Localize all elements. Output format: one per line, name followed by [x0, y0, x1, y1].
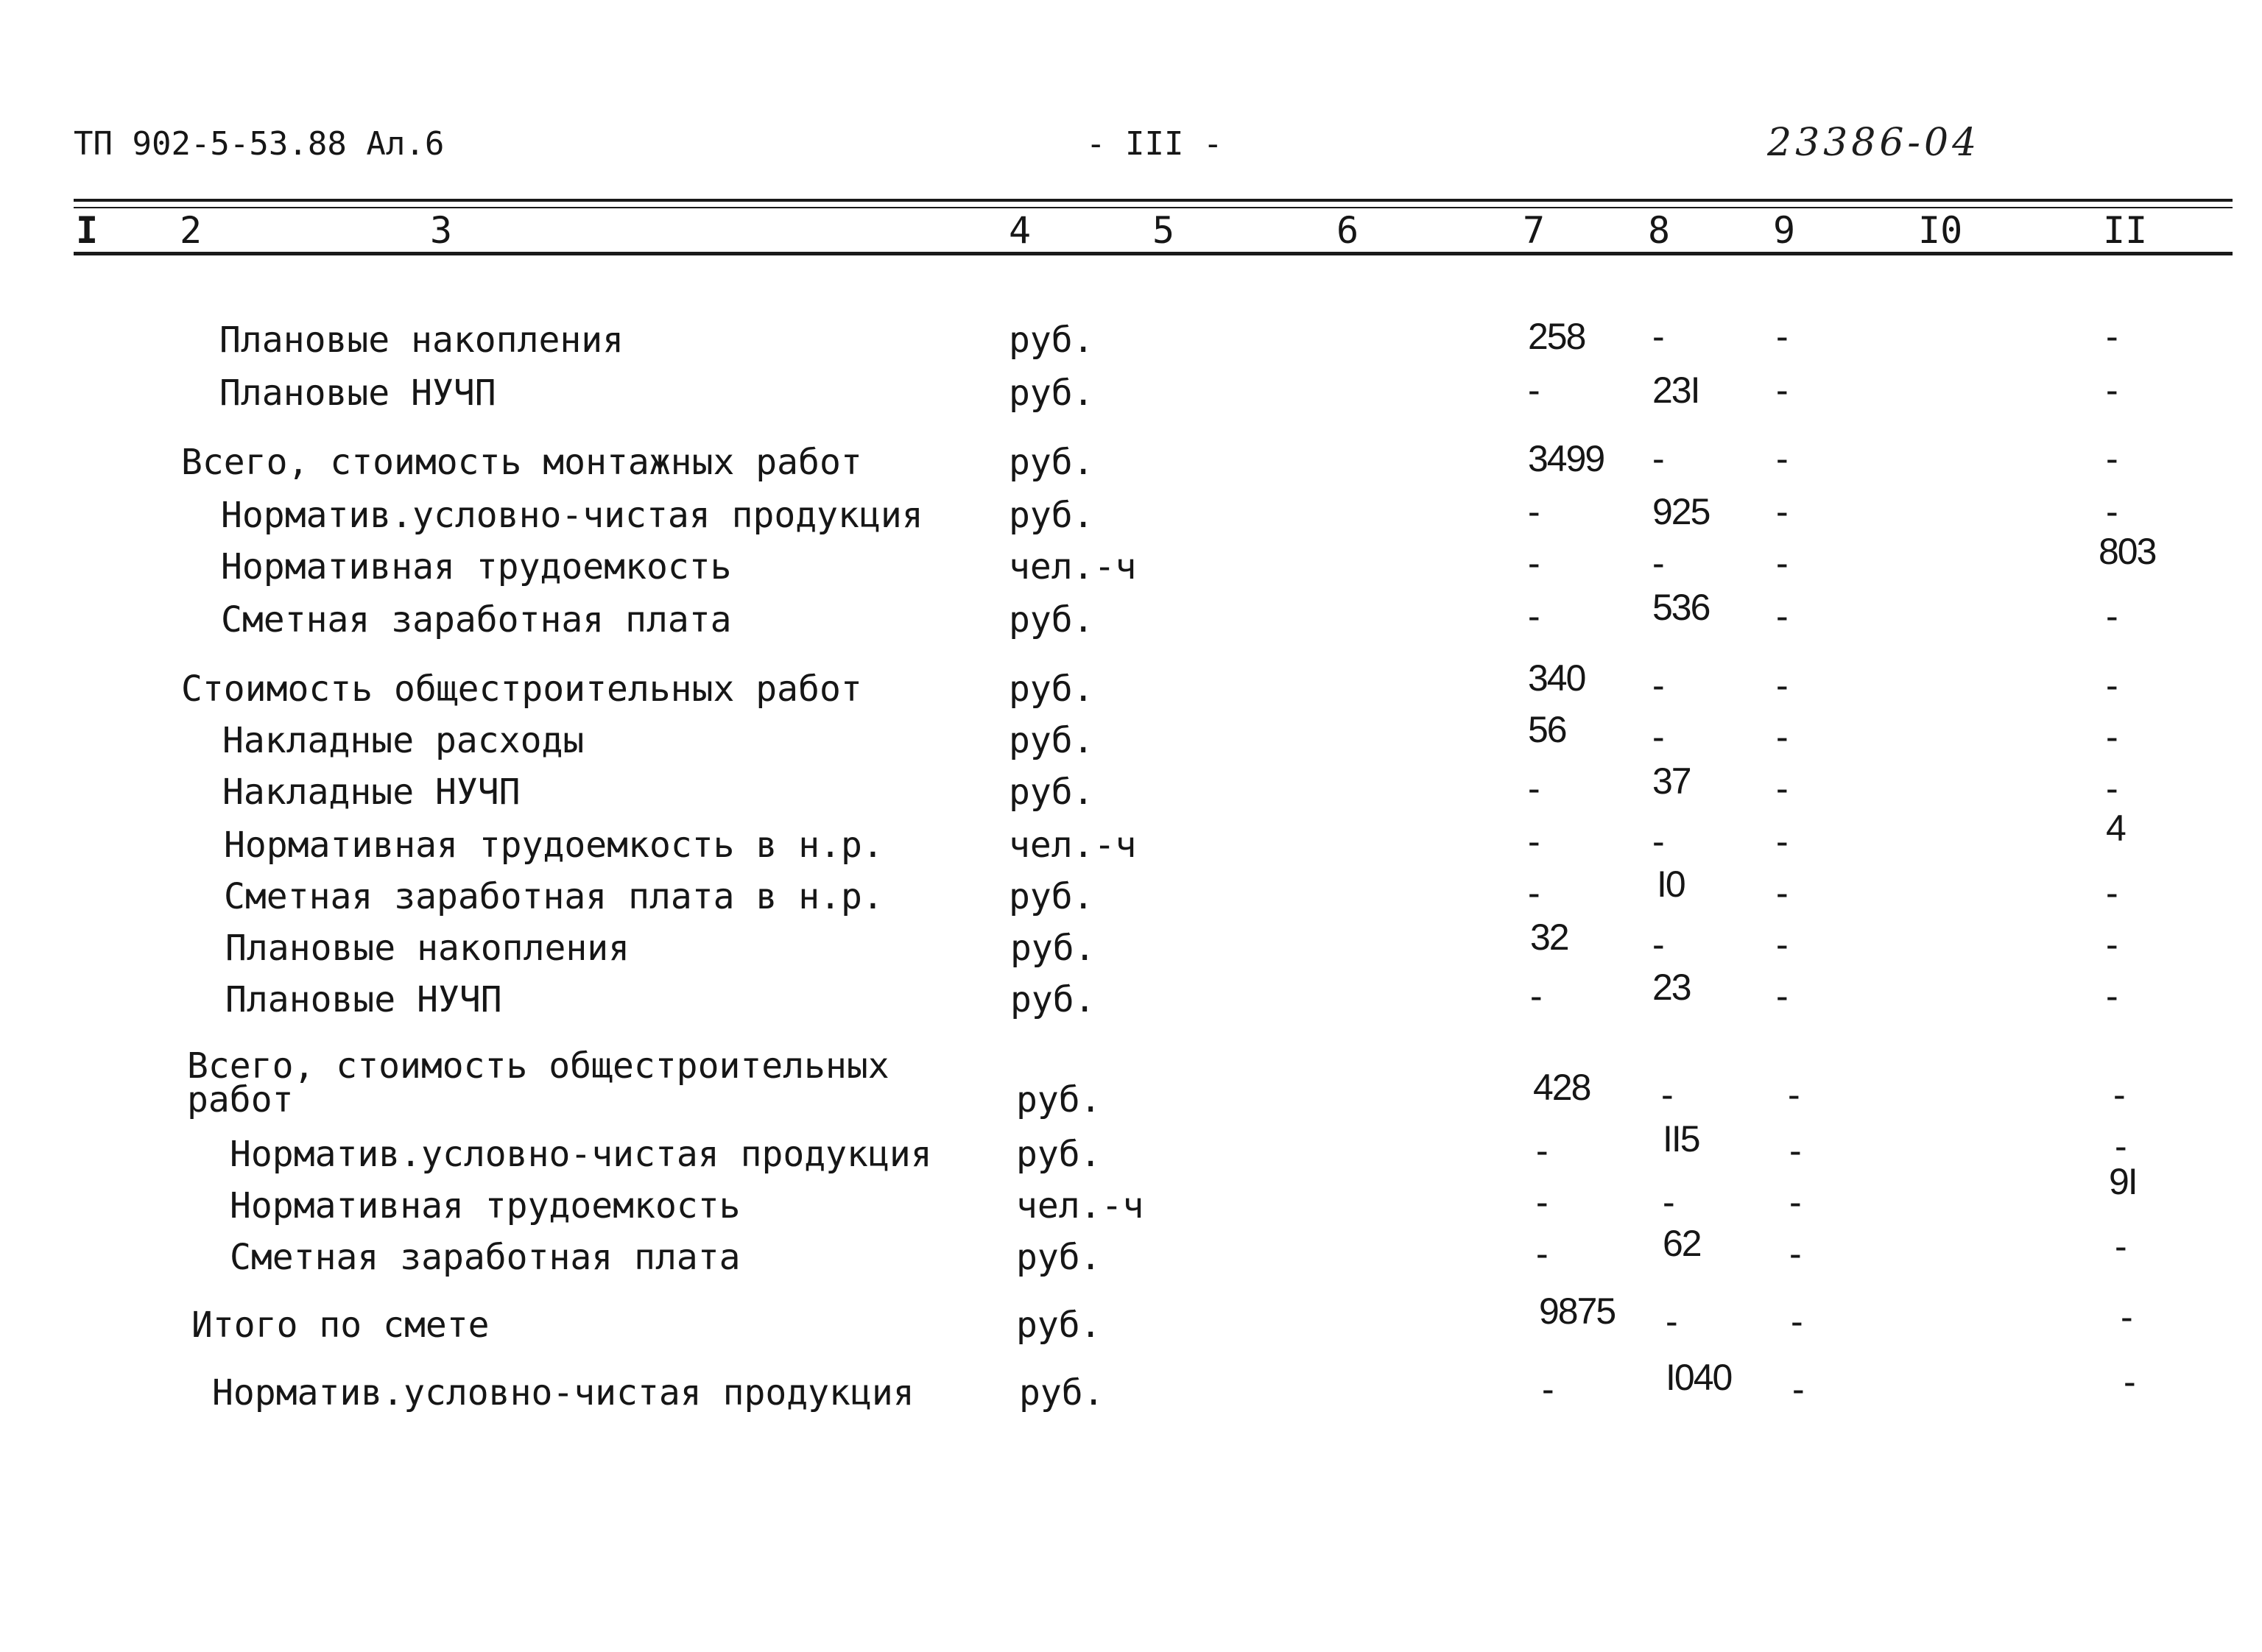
row-col11: -: [2106, 924, 2117, 965]
row-name: Всего, стоимость монтажных работ: [181, 442, 862, 483]
row-col8: -: [1661, 1074, 1672, 1115]
row-name: Накладные НУЧП: [222, 772, 521, 813]
row-col7: -: [1536, 1182, 1547, 1223]
row-col11: -: [2115, 1226, 2126, 1267]
row-col8: -: [1652, 543, 1663, 584]
row-col8: 23I: [1652, 370, 1699, 411]
column-number-4: 4: [1009, 209, 1032, 252]
row-col8: II5: [1663, 1118, 1699, 1159]
row-name: Стоимость общестроительных работ: [181, 668, 862, 710]
row-unit: руб.: [1016, 1079, 1102, 1120]
row-col11: -: [2121, 1296, 2132, 1338]
row-unit: руб.: [1009, 876, 1094, 917]
row-unit: руб.: [1010, 928, 1096, 969]
row-col11: -: [2113, 1074, 2124, 1115]
row-col8: -: [1652, 924, 1663, 965]
row-name: Плановые накопления: [225, 928, 630, 969]
row-col7: 56: [1528, 709, 1566, 750]
row-unit: чел.-ч: [1016, 1185, 1144, 1226]
row-col11: -: [2106, 370, 2117, 411]
row-name: Норматив.условно-чистая продукция: [221, 495, 923, 536]
row-col7: 258: [1528, 316, 1585, 357]
row-col9: -: [1776, 438, 1787, 479]
column-number-2: 2: [180, 209, 202, 252]
column-number-8: 8: [1648, 209, 1671, 252]
row-col11: 4: [2106, 808, 2125, 849]
row-col11: 803: [2099, 531, 2156, 572]
row-col9: -: [1776, 768, 1787, 809]
row-col11: -: [2106, 316, 2117, 357]
row-col8: 925: [1652, 491, 1710, 532]
row-unit: руб.: [1009, 772, 1094, 813]
header-rule-bottom: [74, 252, 2233, 255]
row-col9: -: [1776, 316, 1787, 357]
row-unit: чел.-ч: [1009, 546, 1137, 587]
row-name: Нормативная трудоемкость в н.р.: [224, 825, 884, 866]
row-col7: -: [1536, 1233, 1547, 1274]
row-col9: -: [1792, 1369, 1803, 1410]
row-name: Плановые НУЧП: [225, 979, 502, 1020]
row-unit: руб.: [1009, 668, 1094, 710]
row-unit: руб.: [1016, 1237, 1102, 1278]
column-number-3: 3: [430, 209, 453, 252]
column-number-1: I: [76, 209, 99, 252]
header-rule-top-thin: [74, 207, 2233, 208]
column-number-7: 7: [1523, 209, 1546, 252]
row-col11: -: [2106, 665, 2117, 706]
row-col11: -: [2106, 975, 2117, 1017]
row-unit: руб.: [1010, 979, 1096, 1020]
column-number-10: I0: [1918, 209, 1963, 252]
row-col9: -: [1776, 872, 1787, 914]
row-col7: -: [1528, 821, 1539, 862]
row-col7: -: [1528, 768, 1539, 809]
header-rule-top: [74, 199, 2233, 202]
row-col9: -: [1776, 665, 1787, 706]
handwritten-number: 23386-04: [1767, 121, 1981, 165]
row-col9: -: [1776, 543, 1787, 584]
row-col7: -: [1528, 872, 1539, 914]
row-name: Нормативная трудоемкость: [230, 1185, 741, 1226]
row-col11: -: [2115, 1126, 2126, 1167]
row-col8: -: [1666, 1301, 1677, 1342]
row-col9: -: [1789, 1182, 1800, 1223]
row-name: Накладные расходы: [222, 720, 585, 761]
column-number-11: II: [2103, 209, 2148, 252]
row-name: Всего, стоимость общестроительных: [187, 1045, 889, 1087]
row-unit: руб.: [1019, 1372, 1104, 1413]
row-col9: -: [1776, 924, 1787, 965]
row-col8: 536: [1652, 587, 1710, 628]
row-col9: -: [1776, 596, 1787, 637]
row-col7: -: [1528, 543, 1539, 584]
row-unit: руб.: [1016, 1305, 1102, 1346]
row-col8: -: [1652, 716, 1663, 758]
row-col8: I040: [1666, 1357, 1732, 1398]
row-name: Сметная заработная плата: [230, 1237, 741, 1278]
row-unit: руб.: [1016, 1134, 1102, 1175]
row-col9: -: [1791, 1301, 1802, 1342]
row-col8: 23: [1652, 967, 1691, 1008]
row-unit: руб.: [1009, 442, 1094, 483]
row-col7: 32: [1530, 917, 1568, 958]
row-col8: -: [1652, 316, 1663, 357]
row-col7: -: [1528, 491, 1539, 532]
row-col11: -: [2106, 438, 2117, 479]
row-col9: -: [1788, 1074, 1799, 1115]
row-col9: -: [1789, 1233, 1800, 1274]
row-col7: -: [1536, 1130, 1547, 1171]
row-col9: -: [1789, 1130, 1800, 1171]
row-name: Сметная заработная плата: [221, 599, 732, 640]
row-col8: -: [1663, 1182, 1674, 1223]
row-col9: -: [1776, 370, 1787, 411]
row-col11: 9I: [2109, 1161, 2137, 1202]
row-name: Плановые НУЧП: [219, 373, 496, 414]
row-col11: -: [2124, 1361, 2135, 1402]
row-col7: 428: [1533, 1067, 1590, 1108]
column-number-5: 5: [1152, 209, 1175, 252]
document-code: ТП 902-5-53.88 Ал.6: [74, 125, 445, 163]
row-col8: -: [1652, 665, 1663, 706]
row-col8: 37: [1652, 760, 1691, 802]
row-unit: руб.: [1009, 495, 1094, 536]
row-col7: 3499: [1528, 438, 1604, 479]
row-unit: чел.-ч: [1009, 825, 1137, 866]
row-col11: -: [2106, 716, 2117, 758]
row-name: Норматив.условно-чистая продукция: [212, 1372, 915, 1413]
row-col9: -: [1776, 975, 1787, 1017]
row-col7: -: [1528, 596, 1539, 637]
row-col11: -: [2106, 491, 2117, 532]
row-name: Норматив.условно-чистая продукция: [230, 1134, 932, 1175]
row-col7: -: [1528, 370, 1539, 411]
row-name: Итого по смете: [191, 1305, 490, 1346]
row-unit: руб.: [1009, 720, 1094, 761]
row-name: Плановые накопления: [219, 320, 624, 361]
row-name-continued: работ: [187, 1079, 294, 1120]
row-col8: -: [1652, 438, 1663, 479]
row-col9: -: [1776, 821, 1787, 862]
column-number-9: 9: [1773, 209, 1796, 252]
row-unit: руб.: [1009, 320, 1094, 361]
row-col9: -: [1776, 491, 1787, 532]
row-col7: -: [1530, 975, 1541, 1017]
row-name: Нормативная трудоемкость: [221, 546, 732, 587]
row-col7: -: [1542, 1369, 1553, 1410]
row-col8: 62: [1663, 1223, 1701, 1264]
row-name: Сметная заработная плата в н.р.: [224, 876, 884, 917]
row-col8: I0: [1657, 864, 1685, 905]
row-col8: -: [1652, 821, 1663, 862]
row-col7: 9875: [1539, 1291, 1616, 1332]
row-unit: руб.: [1009, 373, 1094, 414]
row-col7: 340: [1528, 657, 1585, 699]
row-col9: -: [1776, 716, 1787, 758]
row-col11: -: [2106, 596, 2117, 637]
row-col11: -: [2106, 872, 2117, 914]
page-number: - III -: [1086, 125, 1223, 163]
column-number-6: 6: [1336, 209, 1359, 252]
row-col11: -: [2106, 768, 2117, 809]
row-unit: руб.: [1009, 599, 1094, 640]
